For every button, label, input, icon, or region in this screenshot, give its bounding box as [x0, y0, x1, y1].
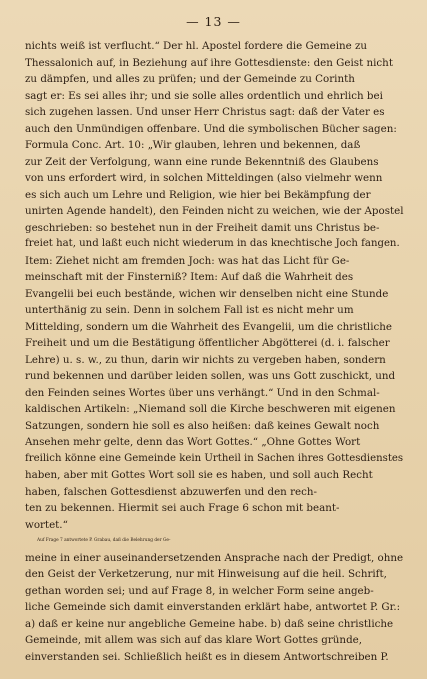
text-line: unirten Agende handelt), den Feinden nicht zu weichen, wie der Apostel [25, 205, 404, 217]
text-line: Lehre) u. s. w., zu thun, darin wir nichts zu vergeben haben, sondern [25, 353, 386, 366]
text-line: meine in einer auseinandersetzenden Ansprache nach der Predigt, ohne [25, 551, 404, 564]
text-line: zu dämpfen, und alles zu prüfen; und der Gemeinde zu Corinth [25, 73, 355, 85]
text-line: auch den Unmündigen offenbare. Und die symbolischen Bücher sagen: [25, 122, 397, 135]
text-line: es sich auch um Lehre und Religion, wie hier bei Bekämpfung der [25, 188, 371, 201]
text-line: a) daß er keine nur angebliche Gemeine habe. b) daß seine christliche [25, 617, 394, 630]
text-line: geschrieben: so bestehet nun in der Freiheit damit uns Christus be- [25, 221, 380, 234]
text-line: meinschaft mit der Finsterniß? Item: Auf daß die Wahrheit des [25, 271, 354, 283]
text-line: von uns erfordert wird, in solchen Mitteldingen (also vielmehr wenn [25, 172, 383, 184]
text-line: Freiheit und um die Bestätigung öffentlicher Abgötterei (d. i. falscher [25, 337, 390, 349]
text-line: Thessalonich auf, in Beziehung auf ihre Gottesdienste: den Geist nicht [25, 56, 393, 69]
text-line: gethan worden sei; und auf Frage 8, in welcher Form seine angeb- [25, 584, 374, 597]
text-line: freiet hat, und laßt euch nicht wiederum in das knechtische Joch fangen. [25, 238, 400, 249]
text-line: liche Gemeinde sich damit einverstanden erklärt habe, antwortet P. Gr.: [25, 601, 401, 613]
text-line: sagt er: Es sei alles ihr; und sie solle alles ordentlich und ehrlich bei [25, 89, 383, 102]
text-line: wortet.“ [25, 518, 68, 531]
text-line: nichts weiß ist verflucht.“ Der hl. Apostel fordere die Gemeine zu [25, 40, 368, 52]
text-line: den Geist der Verketzerung, nur mit Hinweisung auf die heil. Schrift, [25, 568, 387, 580]
text-line: Formula Conc. Art. 10: „Wir glauben, lehren und bekennen, daß [25, 139, 361, 151]
body-text [25, 38, 405, 665]
text-line: Satzungen, sondern hie soll es also heißen: daß keines Gewalt noch [25, 419, 380, 432]
text-line: haben, falschen Gottesdienst abzuwerfen und den rech- [25, 485, 317, 498]
text-line: ten zu bekennen. Hiermit sei auch Frage 6 schon mit beant- [25, 502, 340, 514]
text-line: Auf Frage 7 antwortete P. Grabau, daß die Belehrung der Ge- [37, 538, 171, 543]
text-line: rund bekennen und darüber leiden sollen, was uns Gott zuschickt, und [25, 370, 396, 382]
text-line: unterthänig zu sein. Denn in solchem Fall ist es nicht mehr um [25, 304, 354, 316]
text-line: Mittelding, sondern um die Wahrheit des Evangelii, um die christliche [25, 320, 393, 333]
page-number: — 13 — [186, 14, 241, 29]
text-line: zur Zeit der Verfolgung, wann eine runde Bekenntniß des Glaubens [25, 155, 379, 168]
text-line: Gemeinde, mit allem was sich auf das klare Wort Gottes gründe, [25, 634, 363, 646]
text-line: den Feinden seines Wortes über uns verhängt.“ Und in den Schmal- [25, 386, 380, 399]
text-line: kaldischen Artikeln: „Niemand soll die Kirche beschweren mit eigenen [25, 403, 396, 415]
text-line: sich zugehen lassen. Und unser Herr Christus sagt: daß der Vater es [25, 106, 385, 118]
text-line: freilich könne eine Gemeinde kein Urtheil in Sachen ihres Gottesdienstes [25, 452, 404, 464]
text-line: Item: Ziehet nicht am fremden Joch: was hat das Licht für Ge- [25, 254, 350, 267]
text-line: einverstanden sei. Schließlich heißt es in diesem Antwortschreiben P. [25, 650, 389, 663]
text-line: Ansehen mehr gelte, denn das Wort Gottes.“ „Ohne Gottes Wort [25, 436, 361, 448]
text-line: haben, aber mit Gottes Wort soll sie es haben, und soll auch Recht [25, 469, 373, 481]
text-line: Evangelii bei euch bestände, wichen wir denselben nicht eine Stunde [25, 287, 389, 300]
